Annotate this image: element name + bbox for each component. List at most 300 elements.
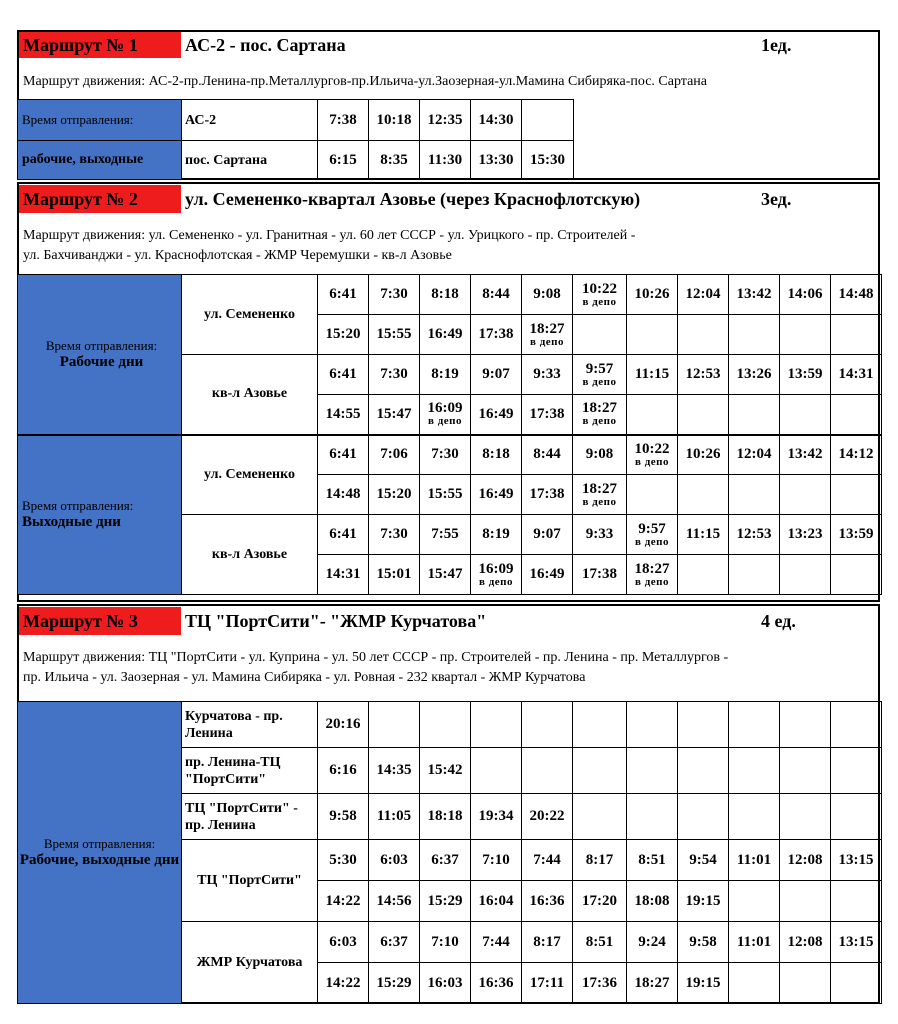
- time-cell: [471, 315, 522, 355]
- dep-label: Время отправления:: [22, 498, 134, 514]
- time-cell: [831, 881, 882, 922]
- time-cell: 10:18: [369, 100, 420, 141]
- time-cell: [369, 315, 420, 355]
- time-cell: 6:16: [318, 748, 369, 794]
- time-cell: [780, 963, 831, 1004]
- days-label: Рабочие, выходные дни: [19, 852, 180, 868]
- time-value: 6:41: [329, 366, 357, 382]
- time-value: 8:44: [533, 446, 561, 463]
- time-cell: 17:20: [573, 881, 627, 922]
- depot-note: в депо: [582, 295, 617, 308]
- route-1-dep-label: [18, 100, 182, 141]
- time-cell: 16:04: [471, 881, 522, 922]
- time-cell: [627, 315, 678, 355]
- time-cell: [780, 315, 831, 355]
- route-2-name: ул. Семененко-квартал Азовье (через Краснофлотскую): [185, 188, 641, 209]
- time-cell: [471, 355, 522, 395]
- time-cell: [729, 355, 780, 395]
- time-cell: 11:30: [420, 141, 471, 180]
- time-value: 13:26: [736, 366, 772, 382]
- time-value: 18:27: [582, 480, 617, 497]
- time-cell: [522, 435, 573, 475]
- time-value: 11:15: [634, 366, 670, 382]
- time-cell: [678, 748, 729, 794]
- time-cell: 7:44: [522, 840, 573, 881]
- time-cell: 18:08: [627, 881, 678, 922]
- depot-note: в депо: [582, 375, 617, 388]
- time-cell: 12:08: [780, 922, 831, 963]
- route-1-path-text: Маршрут движения: АС-2-пр.Ленина-пр.Металлургов-пр.Ильича-ул.Заозерная-ул.Мамина Сибиряка-пос. Сартана: [23, 74, 707, 89]
- route-2-path-line1: Маршрут движения: ул. Семененко - ул. Гранитная - ул. 60 лет СССР - ул. Урицкого - пр. Строителей -: [23, 228, 636, 243]
- time-value: 16:09: [427, 400, 463, 417]
- route-2-workdays-label: [18, 275, 182, 435]
- route-2-units: 3ед.: [761, 188, 792, 209]
- time-cell: [627, 515, 678, 555]
- time-value: 10:26: [634, 286, 670, 302]
- time-cell: [471, 395, 522, 435]
- time-cell: 8:35: [369, 141, 420, 180]
- time-cell: [573, 395, 627, 435]
- route-3-name: ТЦ "ПортСити"- "ЖМР Курчатова": [185, 610, 487, 631]
- time-cell: [573, 275, 627, 315]
- time-value: 15:47: [376, 405, 412, 422]
- time-cell: [678, 315, 729, 355]
- time-cell: [627, 555, 678, 595]
- route-1-units: 1ед.: [761, 34, 792, 55]
- time-cell: [573, 475, 627, 515]
- route-2-schedule: [17, 274, 882, 595]
- time-value: 17:38: [582, 566, 617, 582]
- route-2-weekends-label: [18, 435, 182, 595]
- time-cell: 19:34: [471, 794, 522, 840]
- time-value: 6:41: [329, 286, 357, 302]
- time-cell: 9:54: [678, 840, 729, 881]
- time-value: 7:30: [380, 366, 408, 382]
- time-cell: [420, 355, 471, 395]
- time-value: 9:33: [533, 366, 561, 382]
- time-cell: 14:22: [318, 881, 369, 922]
- time-cell: [522, 702, 573, 748]
- time-cell: 15:29: [369, 963, 420, 1004]
- time-cell: [522, 395, 573, 435]
- time-cell: [627, 395, 678, 435]
- time-cell: [831, 515, 882, 555]
- route-3-path: [19, 644, 878, 692]
- time-cell: 20:16: [318, 702, 369, 748]
- time-value: 11:15: [685, 526, 721, 542]
- time-value: 13:42: [787, 446, 823, 463]
- time-value: 13:59: [838, 526, 874, 542]
- time-cell: [729, 963, 780, 1004]
- time-cell: 13:15: [831, 922, 882, 963]
- time-cell: 15:42: [420, 748, 471, 794]
- time-cell: [420, 702, 471, 748]
- time-cell: [471, 748, 522, 794]
- route-3-schedule: [17, 701, 882, 1004]
- time-value: 12:53: [736, 526, 772, 542]
- time-cell: [369, 395, 420, 435]
- time-cell: [780, 435, 831, 475]
- time-value: 14:12: [838, 446, 874, 463]
- time-cell: [729, 748, 780, 794]
- time-value: 7:30: [380, 286, 408, 302]
- depot-note: в депо: [635, 455, 669, 468]
- time-value: 9:08: [585, 446, 614, 463]
- time-cell: [471, 515, 522, 555]
- stop-name: ЖМР Курчатова: [182, 922, 318, 1004]
- route-1-dep-label-text: Время отправления:: [22, 112, 134, 127]
- time-cell: [729, 794, 780, 840]
- time-cell: [573, 702, 627, 748]
- dep-label: Время отправления:: [45, 337, 158, 353]
- depot-note: в депо: [479, 575, 513, 588]
- time-cell: [678, 275, 729, 315]
- time-cell: [522, 475, 573, 515]
- time-cell: 6:37: [420, 840, 471, 881]
- time-value: 8:19: [431, 366, 459, 382]
- time-cell: [831, 395, 882, 435]
- time-cell: 9:58: [678, 922, 729, 963]
- route-1-header: [19, 32, 878, 58]
- time-cell: [318, 355, 369, 395]
- depot-note: в депо: [635, 575, 669, 588]
- time-cell: [573, 555, 627, 595]
- stop-name: кв-л Азовье: [182, 355, 318, 435]
- time-cell: [627, 702, 678, 748]
- time-value: 18:27: [529, 320, 565, 337]
- time-value: 13:23: [787, 526, 823, 542]
- time-value: 7:30: [431, 446, 459, 463]
- time-cell: [420, 435, 471, 475]
- time-cell: [729, 555, 780, 595]
- route-3-label: Маршрут № 3: [19, 607, 181, 635]
- time-value: 9:33: [585, 526, 614, 542]
- depot-note: в депо: [635, 535, 669, 548]
- time-value: 18:27: [582, 400, 617, 417]
- time-cell: 18:18: [420, 794, 471, 840]
- time-cell: [729, 315, 780, 355]
- stop-name: пр. Ленина-ТЦ "ПортСити": [182, 748, 318, 794]
- time-cell: 9:24: [627, 922, 678, 963]
- time-cell: [573, 748, 627, 794]
- time-value: 15:20: [325, 326, 361, 342]
- time-cell: [369, 275, 420, 315]
- route-2-path: [19, 222, 878, 270]
- time-value: 12:04: [685, 286, 721, 302]
- time-value: 17:38: [529, 405, 565, 422]
- time-cell: [471, 435, 522, 475]
- time-value: 10:26: [685, 446, 721, 463]
- time-cell: [318, 395, 369, 435]
- time-cell: [420, 515, 471, 555]
- time-cell: [780, 555, 831, 595]
- time-cell: [573, 435, 627, 475]
- time-cell: [369, 555, 420, 595]
- time-cell: [573, 315, 627, 355]
- time-cell: [678, 515, 729, 555]
- time-value: 6:41: [329, 526, 357, 542]
- time-cell: [780, 748, 831, 794]
- time-cell: [420, 395, 471, 435]
- route-2-path-line2: ул. Бахчиванджи - ул. Краснофлотская - ЖМР Черемушки - кв-л Азовье: [23, 248, 452, 263]
- time-cell: [471, 475, 522, 515]
- stop-name: ТЦ "ПортСити" - пр. Ленина: [182, 794, 318, 840]
- route-3-path-line2: пр. Ильича - ул. Заозерная - ул. Мамина Сибиряка - ул. Ровная - 232 квартал - ЖМР Курчатова: [23, 670, 586, 685]
- time-cell: [318, 275, 369, 315]
- time-cell: [831, 355, 882, 395]
- time-cell: [369, 355, 420, 395]
- depot-note: в депо: [582, 415, 617, 428]
- time-cell: [780, 475, 831, 515]
- time-value: 17:38: [478, 326, 514, 342]
- time-cell: 19:15: [678, 963, 729, 1004]
- time-cell: 18:27: [627, 963, 678, 1004]
- time-cell: 15:29: [420, 881, 471, 922]
- time-cell: 8:51: [573, 922, 627, 963]
- time-cell: [627, 355, 678, 395]
- dep-label: Время отправления:: [43, 836, 156, 851]
- route-3-path-line1: Маршрут движения: ТЦ "ПортСити - ул. Куприна - ул. 50 лет СССР - пр. Строителей - пр. Ленина - пр. Металлургов -: [23, 650, 729, 665]
- stop-name: ул. Семененко: [182, 435, 318, 515]
- time-cell: [831, 435, 882, 475]
- time-cell: [471, 702, 522, 748]
- time-value: 12:04: [736, 446, 772, 463]
- route-2-header: [19, 185, 878, 213]
- stop-name: ул. Семененко: [182, 275, 318, 355]
- route-3-header: [19, 607, 878, 635]
- time-cell: 14:30: [471, 100, 522, 141]
- time-cell: [780, 275, 831, 315]
- time-value: 13:59: [787, 366, 823, 382]
- time-cell: [627, 748, 678, 794]
- time-cell: [729, 395, 780, 435]
- time-value: 17:38: [529, 486, 565, 502]
- time-cell: [831, 555, 882, 595]
- time-cell: 13:30: [471, 141, 522, 180]
- route-1-stop: АС-2: [182, 100, 318, 141]
- time-cell: 7:38: [318, 100, 369, 141]
- time-value: 9:08: [533, 286, 561, 302]
- time-value: 12:53: [685, 366, 721, 382]
- time-cell: [729, 515, 780, 555]
- time-cell: 7:10: [471, 840, 522, 881]
- time-cell: [522, 315, 573, 355]
- time-cell: [780, 702, 831, 748]
- time-value: 14:31: [838, 366, 874, 382]
- time-cell: 16:03: [420, 963, 471, 1004]
- route-3-units: 4 ед.: [761, 610, 796, 631]
- time-value: 9:57: [585, 360, 614, 377]
- time-cell: 15:30: [522, 141, 574, 180]
- stop-name: ТЦ "ПортСити": [182, 840, 318, 922]
- time-cell: 17:11: [522, 963, 573, 1004]
- time-cell: [627, 475, 678, 515]
- time-value: 16:49: [529, 566, 565, 582]
- time-cell: [420, 275, 471, 315]
- time-cell: [420, 315, 471, 355]
- time-value: 8:19: [482, 526, 510, 542]
- time-cell: [831, 475, 882, 515]
- time-cell: [678, 435, 729, 475]
- time-value: 15:01: [376, 566, 412, 582]
- time-cell: 11:01: [729, 922, 780, 963]
- time-cell: [369, 435, 420, 475]
- time-value: 7:30: [380, 526, 408, 542]
- time-cell: 7:44: [471, 922, 522, 963]
- time-cell: 6:03: [369, 840, 420, 881]
- time-cell: 8:17: [522, 922, 573, 963]
- time-cell: [678, 555, 729, 595]
- time-value: 16:09: [478, 560, 514, 577]
- time-cell: [318, 555, 369, 595]
- route-1-name: АС-2 - пос. Сартана: [185, 34, 346, 55]
- time-value: 15:55: [427, 486, 463, 502]
- time-cell: [318, 435, 369, 475]
- time-value: 6:41: [329, 446, 357, 463]
- time-cell: [831, 748, 882, 794]
- days-label: Выходные дни: [22, 514, 121, 531]
- time-value: 15:47: [427, 566, 463, 582]
- time-cell: [831, 702, 882, 748]
- time-cell: [573, 355, 627, 395]
- time-cell: [420, 475, 471, 515]
- time-cell: 16:36: [471, 963, 522, 1004]
- time-cell: [678, 475, 729, 515]
- time-value: 9:07: [533, 526, 561, 542]
- time-cell: [780, 794, 831, 840]
- time-value: 18:27: [634, 560, 670, 577]
- time-value: 16:49: [427, 326, 463, 342]
- time-cell: [831, 963, 882, 1004]
- time-cell: 7:10: [420, 922, 471, 963]
- time-cell: [573, 515, 627, 555]
- time-cell: 17:36: [573, 963, 627, 1004]
- time-cell: [522, 515, 573, 555]
- time-value: 15:20: [376, 486, 412, 502]
- time-cell: [471, 275, 522, 315]
- time-cell: [678, 794, 729, 840]
- time-value: 14:55: [325, 405, 361, 422]
- depot-note: в депо: [582, 495, 617, 508]
- time-cell: 14:22: [318, 963, 369, 1004]
- time-cell: [318, 515, 369, 555]
- time-cell: 20:22: [522, 794, 573, 840]
- time-value: 14:48: [325, 486, 361, 502]
- time-value: 15:55: [376, 326, 412, 342]
- depot-note: в депо: [530, 335, 564, 348]
- time-cell: [627, 435, 678, 475]
- time-cell: [369, 702, 420, 748]
- time-value: 13:42: [736, 286, 772, 302]
- time-value: 7:55: [431, 526, 459, 542]
- route-1-schedule: [17, 99, 574, 180]
- time-cell: [678, 395, 729, 435]
- time-cell: 16:36: [522, 881, 573, 922]
- time-cell: [831, 275, 882, 315]
- time-cell: [729, 435, 780, 475]
- time-value: 8:44: [482, 286, 510, 302]
- depot-note: в депо: [428, 415, 462, 428]
- time-value: 10:22: [634, 440, 670, 457]
- time-cell: 19:15: [678, 881, 729, 922]
- time-cell: [831, 794, 882, 840]
- stop-name: кв-л Азовье: [182, 515, 318, 595]
- time-cell: 11:05: [369, 794, 420, 840]
- stop-name: Курчатова - пр. Ленина: [182, 702, 318, 748]
- time-cell: [318, 315, 369, 355]
- time-cell: [522, 100, 574, 141]
- time-cell: 6:15: [318, 141, 369, 180]
- time-cell: [729, 702, 780, 748]
- time-cell: 11:01: [729, 840, 780, 881]
- time-cell: 8:51: [627, 840, 678, 881]
- time-cell: 14:35: [369, 748, 420, 794]
- route-1-path: [19, 66, 878, 98]
- time-cell: [831, 315, 882, 355]
- time-cell: [471, 555, 522, 595]
- route-2-label: Маршрут № 2: [19, 185, 181, 213]
- time-cell: [780, 395, 831, 435]
- time-value: 16:49: [478, 405, 514, 422]
- time-value: 14:06: [787, 286, 823, 302]
- time-cell: 6:37: [369, 922, 420, 963]
- time-value: 14:48: [838, 286, 874, 302]
- time-cell: [780, 881, 831, 922]
- time-cell: [522, 275, 573, 315]
- days-label: Рабочие дни: [59, 353, 144, 370]
- time-cell: [522, 748, 573, 794]
- route-1-days-label: [18, 141, 182, 180]
- time-value: 16:49: [478, 486, 514, 502]
- time-cell: 8:17: [573, 840, 627, 881]
- time-cell: 12:08: [780, 840, 831, 881]
- time-cell: [627, 275, 678, 315]
- time-cell: [678, 702, 729, 748]
- time-cell: [318, 475, 369, 515]
- time-value: 8:18: [431, 286, 459, 302]
- time-cell: 9:58: [318, 794, 369, 840]
- time-value: 14:31: [325, 566, 361, 582]
- time-cell: [420, 555, 471, 595]
- time-cell: [573, 794, 627, 840]
- time-cell: 14:56: [369, 881, 420, 922]
- time-cell: [729, 881, 780, 922]
- route-1-label: Маршрут № 1: [19, 32, 181, 58]
- time-cell: [369, 475, 420, 515]
- route-1-days-label-text: рабочие, выходные: [22, 152, 144, 167]
- time-value: 9:07: [482, 366, 510, 382]
- time-value: 8:18: [482, 446, 510, 463]
- time-value: 7:06: [380, 446, 408, 463]
- time-cell: [780, 355, 831, 395]
- time-cell: [369, 515, 420, 555]
- time-cell: 13:15: [831, 840, 882, 881]
- time-cell: [729, 475, 780, 515]
- time-cell: [522, 555, 573, 595]
- route-1-stop: пос. Сартана: [182, 141, 318, 180]
- time-cell: [522, 355, 573, 395]
- time-value: 10:22: [582, 280, 617, 297]
- time-cell: 6:03: [318, 922, 369, 963]
- time-cell: [780, 515, 831, 555]
- time-cell: [678, 355, 729, 395]
- time-cell: [627, 794, 678, 840]
- time-cell: 5:30: [318, 840, 369, 881]
- time-value: 9:57: [638, 520, 666, 537]
- time-cell: 12:35: [420, 100, 471, 141]
- time-cell: [729, 275, 780, 315]
- route-3-days-label: [18, 702, 182, 1004]
